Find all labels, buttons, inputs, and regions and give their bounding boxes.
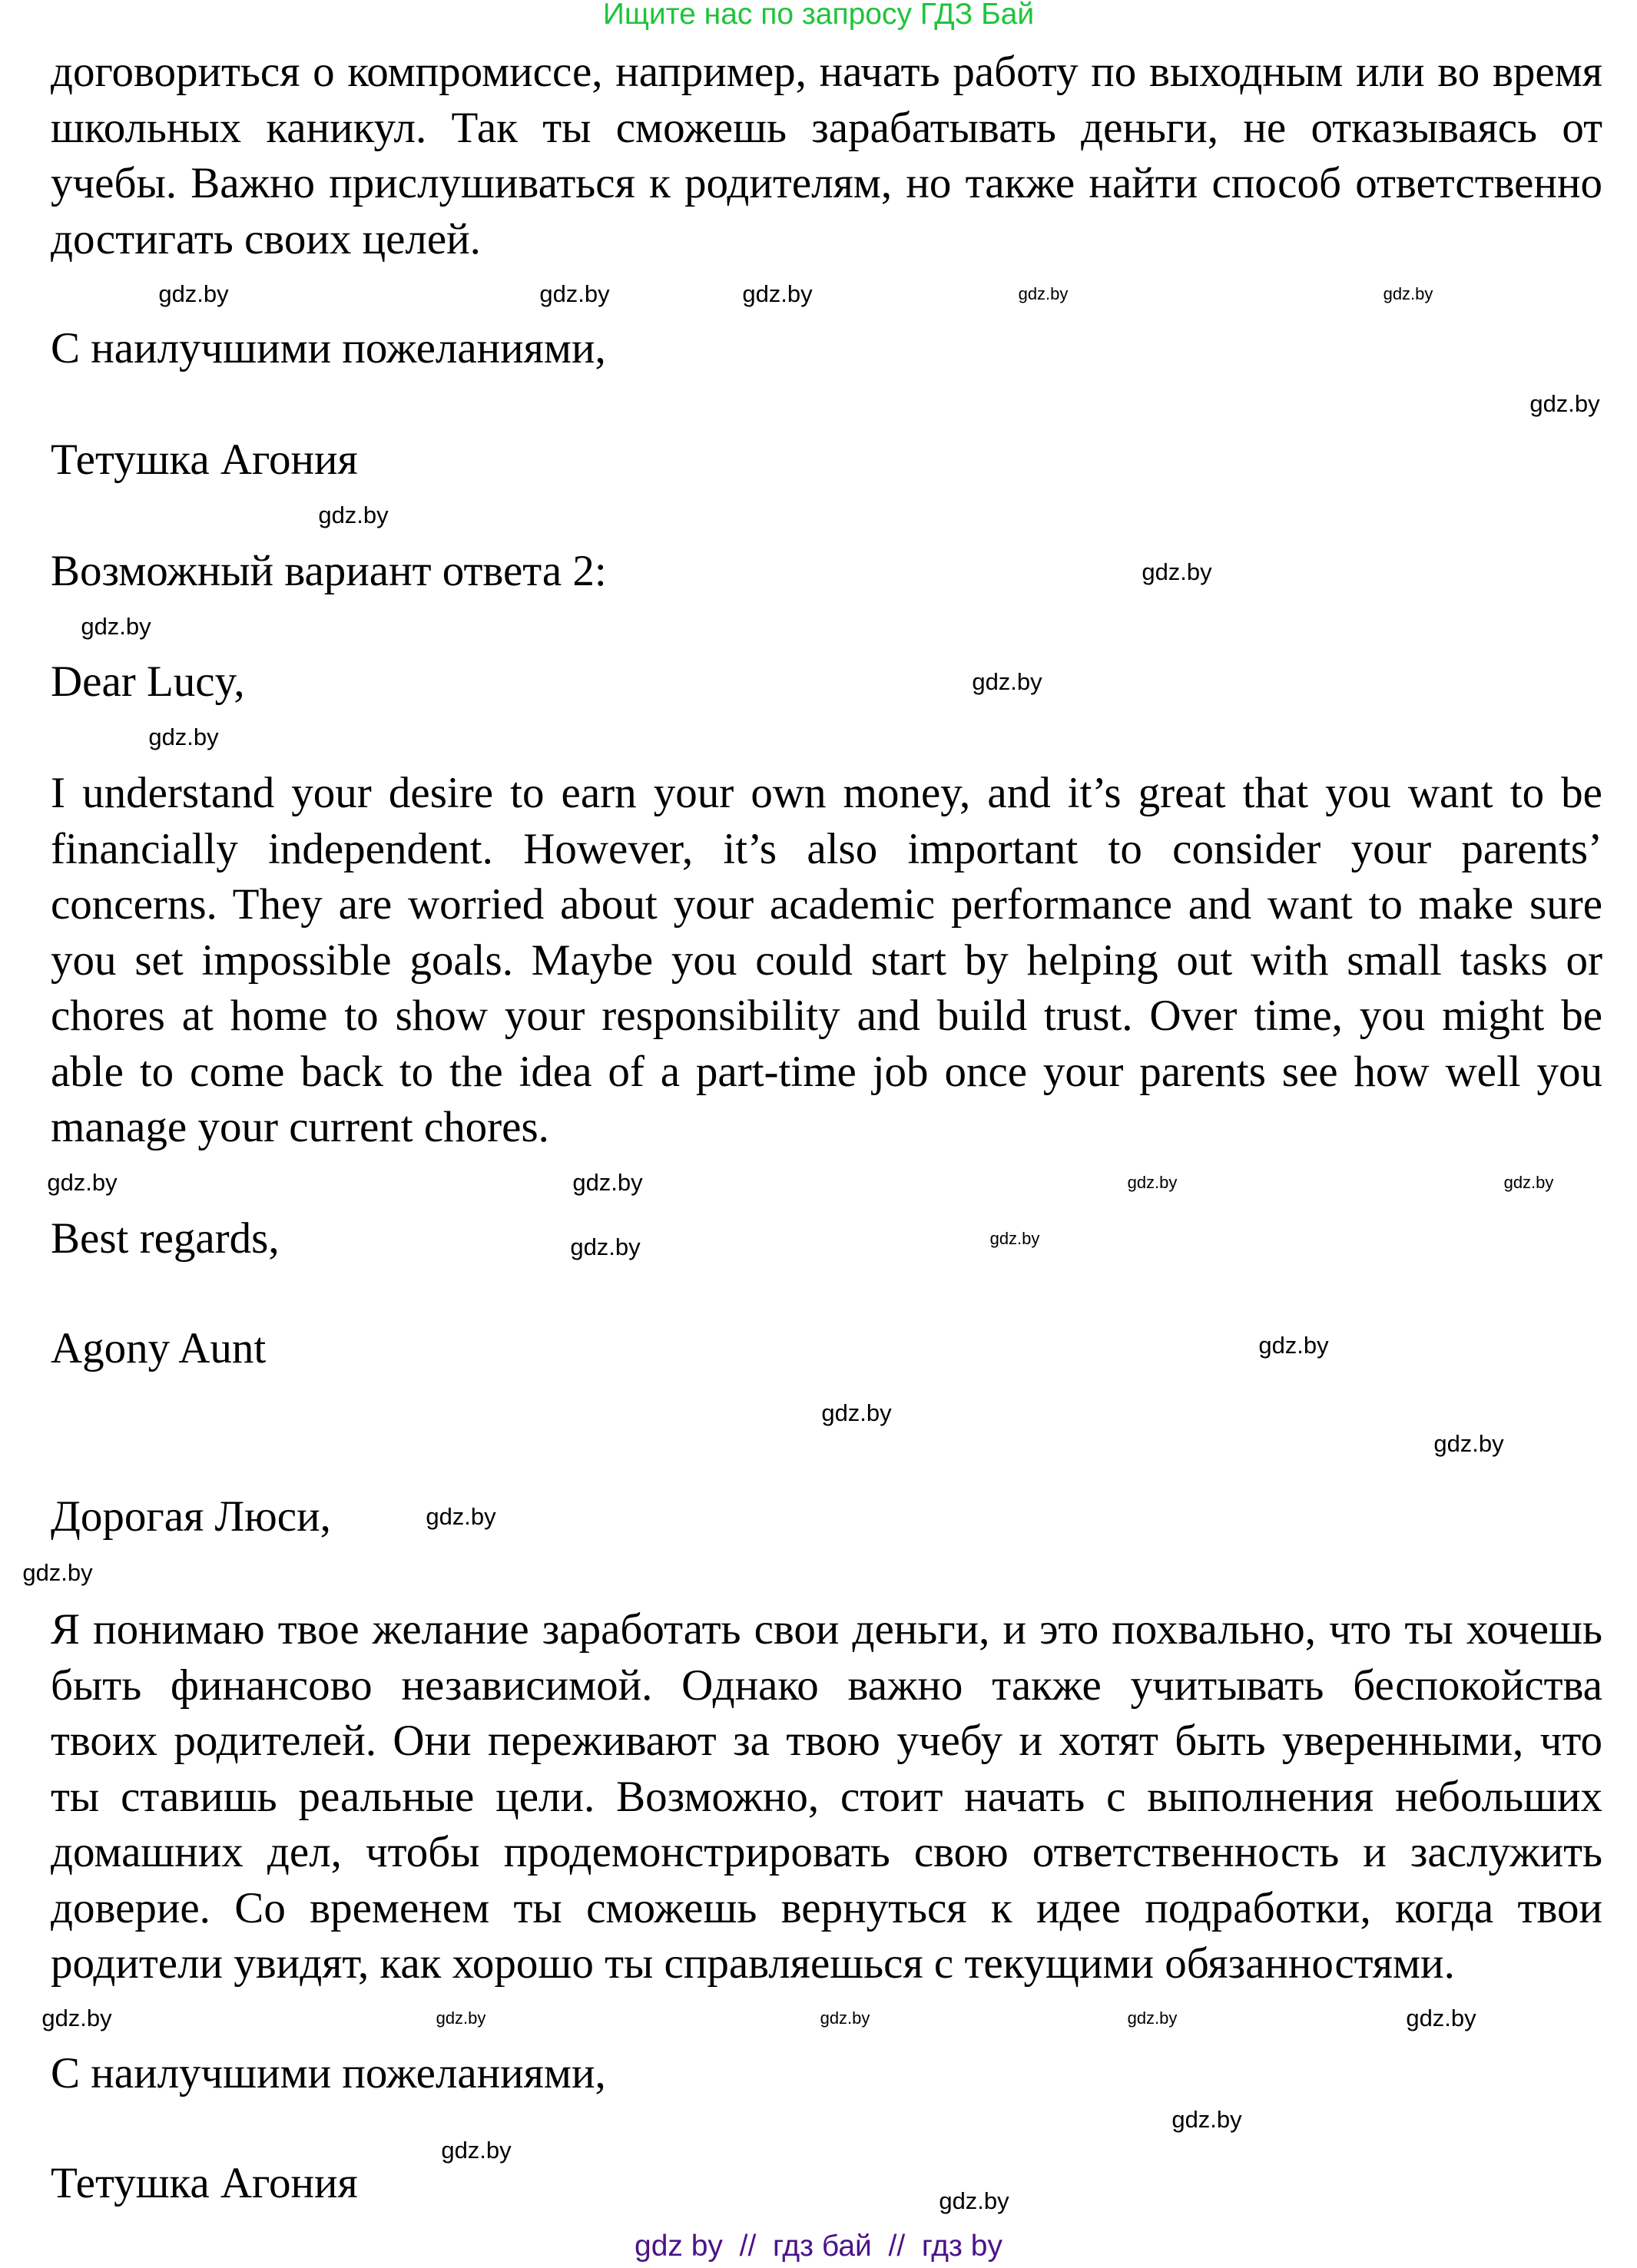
answer2-paragraph (51, 766, 1602, 1156)
text-line: достигать своих целей. (51, 214, 481, 263)
watermark: gdz.by (436, 2008, 486, 2028)
text-line: родители увидят, как хорошо ты справляешься с текущими обязанностями. (51, 1939, 1455, 1988)
watermark: gdz.by (572, 1169, 643, 1196)
text-line: договориться о компромиссе, например, начать работу по выходным или во время (51, 48, 1602, 96)
text-line: concerns. They are worried about your academic performance and want to make sure (51, 880, 1602, 929)
watermark: gdz.by (426, 1503, 496, 1530)
watermark: gdz.by (318, 502, 389, 528)
text-line: you set impossible goals. Maybe you could start by helping out with small tasks or (51, 935, 1602, 985)
watermark: gdz.by (742, 280, 813, 307)
answer2-greeting: Dear Lucy, (51, 657, 245, 706)
text-line: школьных каникул. Так ты сможешь зарабатывать деньги, не отказываясь от (51, 103, 1602, 152)
watermark: gdz.by (939, 2187, 1009, 2214)
answer1-signature: Тетушка Агония (51, 435, 358, 484)
text-line: I understand your desire to earn your own money, and it’s great that you want to be (51, 769, 1602, 817)
watermark: gdz.by (1529, 390, 1600, 417)
answer2-heading: Возможный вариант ответа 2: (51, 547, 607, 595)
text-line: домашних дел, чтобы продемонстрировать свою ответственность и заслужить (51, 1828, 1602, 1876)
text-line: ты ставишь реальные цели. Возможно, стоит начать с выполнения небольших (51, 1772, 1602, 1821)
watermark: gdz.by (47, 1169, 118, 1196)
text-line: доверие. Со временем ты сможешь вернуться к идее подработки, когда твои (51, 1883, 1602, 1932)
text-line: manage your current chores. (51, 1103, 549, 1151)
watermark: gdz.by (22, 1559, 93, 1586)
translation-closing: С наилучшими пожеланиями, (51, 2049, 606, 2097)
text-line: chores at home to show your responsibility and build trust. Over time, you might be (51, 992, 1602, 1040)
search-hint-banner: Ищите нас по запросу ГДЗ Бай (602, 0, 1035, 31)
text-line: able to come back to the idea of a part-time job once your parents see how well you (51, 1047, 1602, 1096)
watermark: gdz.by (1127, 2008, 1178, 2028)
watermark: gdz.by (1142, 558, 1212, 585)
watermark: gdz.by (81, 613, 151, 640)
watermark: gdz.by (820, 2008, 870, 2028)
watermark: gdz.by (570, 1233, 641, 1260)
translation-signature: Тетушка Агония (51, 2159, 358, 2207)
watermark: gdz.by (539, 280, 610, 307)
watermark: gdz.by (441, 2137, 512, 2164)
translation-greeting: Дорогая Люси, (51, 1492, 331, 1541)
text-line: учебы. Важно прислушиваться к родителям, но также найти способ ответственно (51, 159, 1602, 207)
watermark: gdz.by (148, 723, 219, 750)
translation-paragraph (51, 1602, 1602, 1992)
watermark: gdz.by (1127, 1173, 1178, 1192)
footer-links: gdz by // гдз бай // гдз by (635, 2230, 1002, 2263)
answer2-signature: Agony Aunt (51, 1324, 267, 1372)
answer1-closing: С наилучшими пожеланиями, (51, 324, 606, 372)
watermark: gdz.by (158, 280, 229, 307)
watermark: gdz.by (1171, 2106, 1242, 2133)
watermark: gdz.by (1383, 284, 1433, 303)
watermark: gdz.by (1258, 1332, 1329, 1359)
watermark: gdz.by (972, 668, 1042, 695)
answer2-closing: Best regards, (51, 1214, 280, 1263)
watermark: gdz.by (1503, 1173, 1554, 1192)
watermark: gdz.by (989, 1229, 1040, 1248)
text-line: твоих родителей. Они переживают за твою учебу и хотят быть уверенными, что (51, 1717, 1602, 1765)
watermark: gdz.by (41, 2005, 112, 2031)
text-line: Я понимаю твое желание заработать свои деньги, и это похвально, что ты хочешь (51, 1605, 1602, 1654)
watermark: gdz.by (1433, 1430, 1504, 1457)
answer1-paragraph-end (51, 45, 1602, 267)
watermark: gdz.by (1406, 2005, 1476, 2031)
text-line: быть финансово независимой. Однако важно также учитывать беспокойства (51, 1660, 1602, 1710)
watermark: gdz.by (821, 1399, 892, 1426)
watermark: gdz.by (1018, 284, 1069, 303)
text-line: financially independent. However, it’s also important to consider your parents’ (51, 824, 1602, 873)
